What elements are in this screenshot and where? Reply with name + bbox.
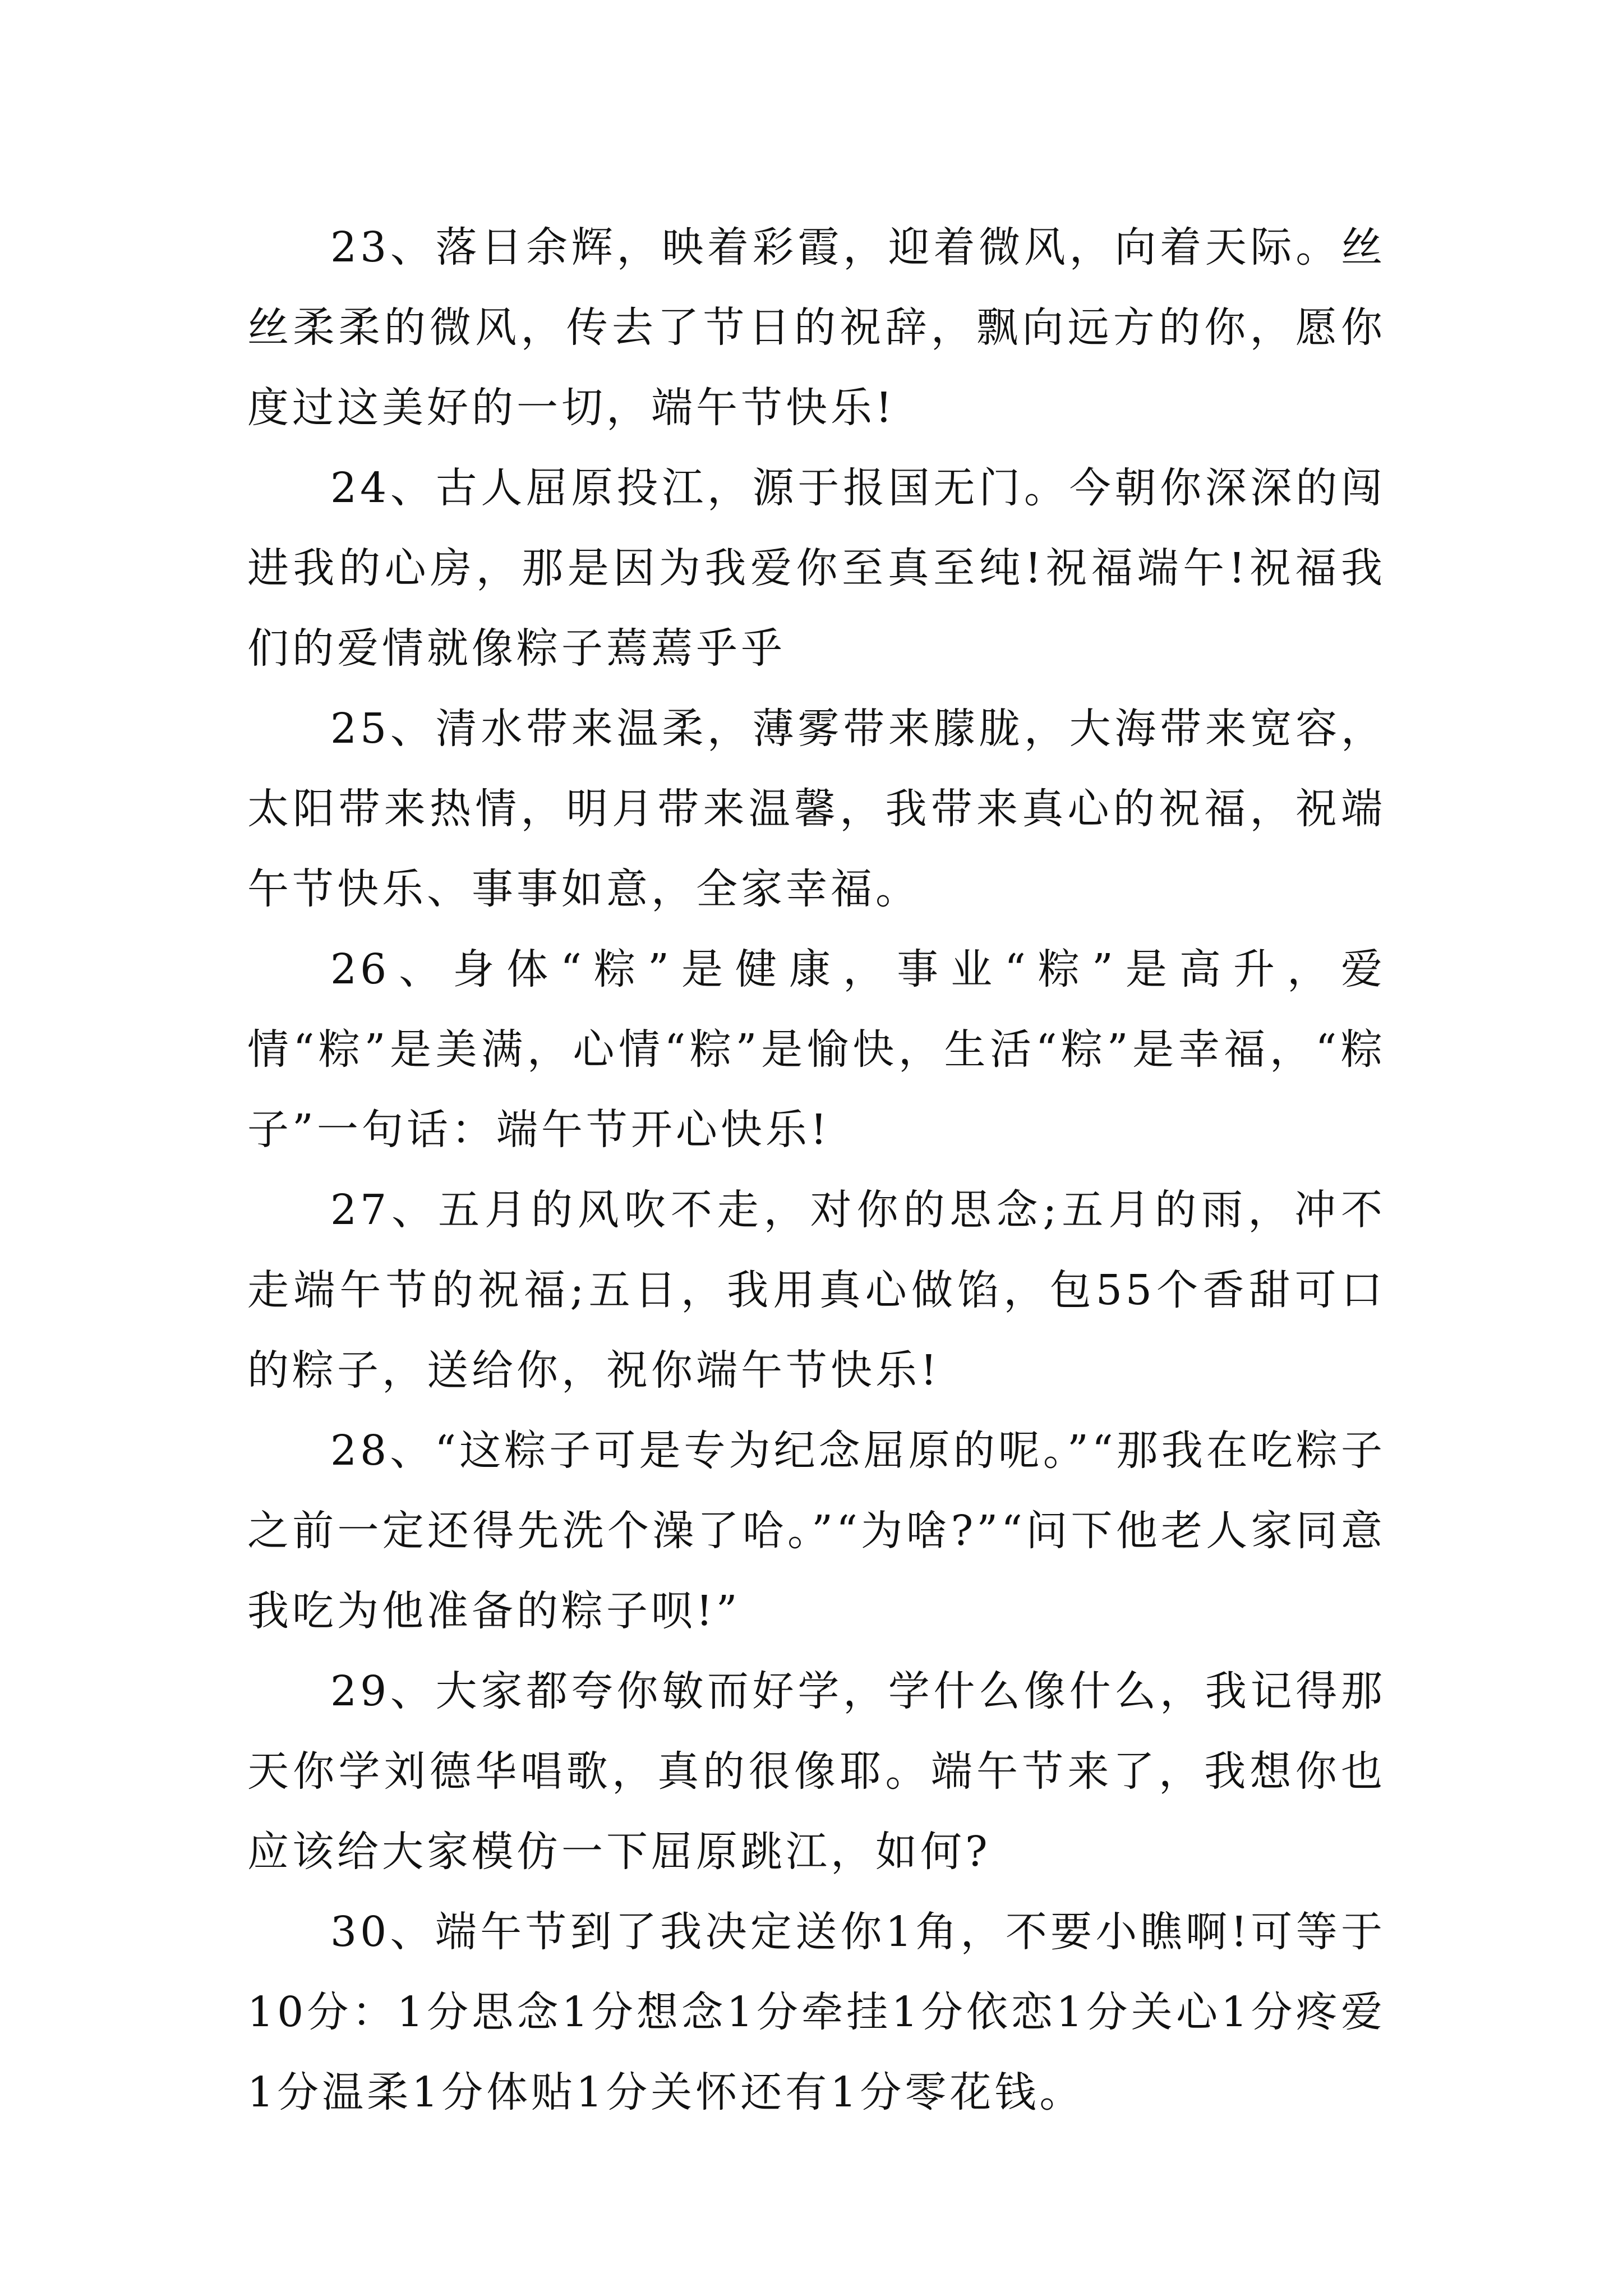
paragraph-26: 26、身体“粽”是健康，事业“粽”是高升，爱情“粽”是美满，心情“粽”是愉快，生活“粽”是幸福，“粽子”一句话：端午节开心快乐! (247, 945, 1386, 1154)
paragraph-24: 24、古人屈原投江，源于报国无门。今朝你深深的闯进我的心房，那是因为我爱你至真至纯!祝福端午!祝福我们的爱情就像粽子蔫蔫乎乎 (247, 464, 1386, 673)
paragraph-30: 30、端午节到了我决定送你1角，不要小瞧啊!可等于10分：1分思念1分想念1分牵挂1分依恋1分关心1分疼爱1分温柔1分体贴1分关怀还有1分零花钱。 (247, 1908, 1386, 2116)
paragraph-28: 28、“这粽子可是专为纪念屈原的呢。”“那我在吃粽子之前一定还得先洗个澡了哈。”“为啥?”“问下他老人家同意我吃为他准备的粽子呗!” (247, 1427, 1386, 1635)
paragraph-23: 23、落日余辉，映着彩霞，迎着微风，向着天际。丝丝柔柔的微风，传去了节日的祝辞，飘向远方的你，愿你度过这美好的一切，端午节快乐! (247, 223, 1386, 432)
paragraph-27: 27、五月的风吹不走，对你的思念;五月的雨，冲不走端午节的祝福;五日，我用真心做馅，包55个香甜可口的粽子，送给你，祝你端午节快乐! (247, 1186, 1386, 1395)
paragraph-29: 29、大家都夸你敏而好学，学什么像什么，我记得那天你学刘德华唱歌，真的很像耶。端午节来了，我想你也应该给大家模仿一下屈原跳江，如何? (247, 1667, 1386, 1876)
paragraph-25: 25、清水带来温柔，薄雾带来朦胧，大海带来宽容，太阳带来热情，明月带来温馨，我带来真心的祝福，祝端午节快乐、事事如意，全家幸福。 (247, 705, 1386, 913)
document-body (247, 208, 1386, 2133)
